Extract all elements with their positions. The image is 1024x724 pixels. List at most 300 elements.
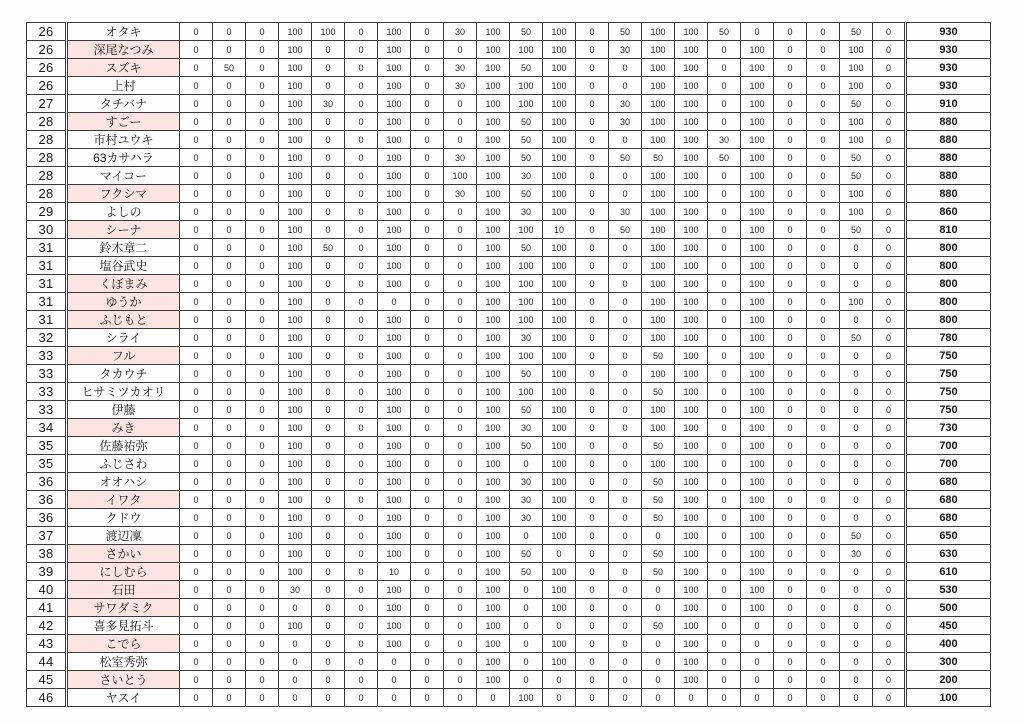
score-cell: 100 [477, 491, 510, 509]
score-cell: 0 [477, 689, 510, 707]
total-cell: 500 [906, 599, 991, 617]
score-cell: 0 [411, 203, 444, 221]
score-cell: 0 [774, 23, 807, 41]
table-row [27, 239, 991, 257]
score-cell: 100 [741, 365, 774, 383]
total-cell: 450 [906, 617, 991, 635]
score-cell: 0 [807, 671, 840, 689]
score-cell: 100 [675, 509, 708, 527]
score-cell: 0 [213, 383, 246, 401]
score-cell: 0 [774, 635, 807, 653]
score-cell: 50 [213, 59, 246, 77]
score-cell: 100 [675, 455, 708, 473]
score-cell: 0 [708, 347, 741, 365]
score-cell: 0 [609, 545, 642, 563]
score-cell: 100 [477, 617, 510, 635]
score-cell: 0 [246, 689, 279, 707]
rank-cell: 32 [27, 329, 67, 347]
score-cell: 0 [807, 365, 840, 383]
score-cell: 0 [246, 23, 279, 41]
score-cell: 0 [576, 311, 609, 329]
score-cell: 100 [741, 203, 774, 221]
score-cell: 100 [279, 41, 312, 59]
score-cell: 50 [642, 563, 675, 581]
score-cell: 0 [774, 275, 807, 293]
score-cell: 0 [873, 563, 906, 581]
score-cell: 0 [576, 347, 609, 365]
score-cell: 100 [378, 329, 411, 347]
score-cell: 100 [279, 401, 312, 419]
score-cell: 100 [378, 419, 411, 437]
score-cell: 0 [180, 365, 213, 383]
score-cell: 100 [675, 221, 708, 239]
score-cell: 0 [840, 581, 873, 599]
name-cell: 鈴木章二 [67, 239, 180, 257]
score-cell: 0 [411, 239, 444, 257]
score-cell: 50 [840, 95, 873, 113]
score-cell: 0 [840, 311, 873, 329]
score-cell: 100 [477, 293, 510, 311]
score-cell: 0 [609, 635, 642, 653]
score-cell: 0 [312, 77, 345, 95]
score-cell: 0 [246, 581, 279, 599]
score-cell: 100 [543, 167, 576, 185]
score-cell: 0 [345, 311, 378, 329]
score-cell: 0 [576, 473, 609, 491]
score-cell: 0 [213, 329, 246, 347]
score-cell: 100 [543, 419, 576, 437]
score-cell: 0 [345, 365, 378, 383]
score-cell: 0 [774, 599, 807, 617]
score-cell: 100 [477, 59, 510, 77]
name-cell: 松室秀弥 [67, 653, 180, 671]
score-cell: 0 [213, 635, 246, 653]
score-cell: 50 [840, 23, 873, 41]
score-cell: 100 [675, 203, 708, 221]
score-cell: 100 [378, 113, 411, 131]
score-cell: 100 [477, 527, 510, 545]
score-cell: 100 [675, 311, 708, 329]
score-cell: 0 [609, 347, 642, 365]
score-cell: 0 [807, 239, 840, 257]
score-cell: 0 [576, 437, 609, 455]
score-cell: 100 [543, 401, 576, 419]
total-cell: 680 [906, 509, 991, 527]
score-cell: 100 [279, 59, 312, 77]
score-cell: 0 [840, 599, 873, 617]
score-cell: 0 [444, 653, 477, 671]
table-row [27, 635, 991, 653]
score-cell: 0 [444, 473, 477, 491]
score-cell: 0 [576, 383, 609, 401]
score-cell: 0 [807, 581, 840, 599]
score-cell: 0 [642, 635, 675, 653]
score-cell: 100 [741, 527, 774, 545]
score-cell: 0 [246, 41, 279, 59]
total-cell: 780 [906, 329, 991, 347]
table-row [27, 41, 991, 59]
total-cell: 880 [906, 149, 991, 167]
score-cell: 100 [741, 563, 774, 581]
score-cell: 0 [180, 419, 213, 437]
score-cell: 100 [543, 635, 576, 653]
rank-cell: 36 [27, 473, 67, 491]
score-cell: 100 [477, 185, 510, 203]
score-cell: 0 [444, 455, 477, 473]
score-cell: 100 [642, 329, 675, 347]
score-cell: 0 [444, 401, 477, 419]
score-cell: 100 [477, 77, 510, 95]
score-cell: 0 [246, 77, 279, 95]
score-cell: 0 [444, 689, 477, 707]
score-cell: 0 [708, 77, 741, 95]
score-cell: 100 [510, 77, 543, 95]
score-cell: 100 [477, 95, 510, 113]
score-cell: 0 [180, 653, 213, 671]
total-cell: 610 [906, 563, 991, 581]
score-cell: 100 [279, 365, 312, 383]
rank-cell: 37 [27, 527, 67, 545]
score-cell: 100 [675, 635, 708, 653]
rank-cell: 26 [27, 77, 67, 95]
score-cell: 100 [543, 41, 576, 59]
score-cell: 0 [774, 203, 807, 221]
score-cell: 0 [774, 563, 807, 581]
total-cell: 810 [906, 221, 991, 239]
score-cell: 0 [609, 257, 642, 275]
score-cell: 0 [213, 419, 246, 437]
score-cell: 0 [873, 383, 906, 401]
table-row [27, 617, 991, 635]
score-cell: 0 [312, 455, 345, 473]
score-cell: 0 [213, 239, 246, 257]
score-cell: 0 [642, 581, 675, 599]
table-row [27, 221, 991, 239]
score-cell: 100 [741, 149, 774, 167]
score-cell: 100 [642, 239, 675, 257]
score-cell: 100 [543, 329, 576, 347]
score-cell: 100 [741, 509, 774, 527]
score-cell: 0 [312, 671, 345, 689]
score-cell: 100 [279, 419, 312, 437]
score-cell: 0 [213, 689, 246, 707]
score-cell: 0 [708, 473, 741, 491]
score-cell: 0 [708, 635, 741, 653]
score-cell: 0 [873, 599, 906, 617]
score-cell: 0 [345, 473, 378, 491]
score-cell: 100 [543, 311, 576, 329]
score-cell: 0 [279, 599, 312, 617]
score-cell: 0 [213, 257, 246, 275]
score-cell: 0 [774, 221, 807, 239]
score-cell: 100 [378, 77, 411, 95]
score-cell: 0 [246, 599, 279, 617]
total-cell: 700 [906, 455, 991, 473]
score-cell: 0 [609, 581, 642, 599]
name-cell: オオハシ [67, 473, 180, 491]
table-row [27, 383, 991, 401]
score-cell: 100 [741, 41, 774, 59]
score-cell: 0 [609, 185, 642, 203]
score-cell: 0 [213, 113, 246, 131]
score-cell: 0 [411, 527, 444, 545]
score-cell: 0 [180, 491, 213, 509]
score-cell: 50 [840, 149, 873, 167]
score-cell: 100 [279, 77, 312, 95]
score-cell: 0 [840, 689, 873, 707]
score-cell: 50 [510, 545, 543, 563]
score-cell: 100 [279, 95, 312, 113]
table-row [27, 59, 991, 77]
table-row [27, 419, 991, 437]
score-cell: 100 [279, 23, 312, 41]
score-cell: 0 [213, 599, 246, 617]
score-cell: 0 [312, 473, 345, 491]
score-cell: 0 [180, 185, 213, 203]
table-row [27, 401, 991, 419]
score-cell: 0 [510, 599, 543, 617]
score-cell: 0 [609, 653, 642, 671]
score-cell: 0 [444, 113, 477, 131]
score-cell: 0 [741, 23, 774, 41]
score-cell: 0 [708, 401, 741, 419]
score-cell: 100 [543, 383, 576, 401]
score-cell: 50 [840, 527, 873, 545]
score-cell: 0 [807, 95, 840, 113]
score-cell: 0 [807, 77, 840, 95]
score-cell: 0 [246, 167, 279, 185]
score-cell: 0 [774, 95, 807, 113]
score-cell: 100 [675, 581, 708, 599]
score-cell: 0 [774, 689, 807, 707]
score-cell: 0 [576, 221, 609, 239]
score-cell: 0 [708, 581, 741, 599]
score-cell: 100 [378, 347, 411, 365]
score-cell: 0 [708, 275, 741, 293]
score-cell: 0 [411, 545, 444, 563]
score-cell: 100 [675, 347, 708, 365]
score-cell: 0 [312, 617, 345, 635]
rank-cell: 44 [27, 653, 67, 671]
score-cell: 0 [345, 671, 378, 689]
score-cell: 0 [246, 419, 279, 437]
score-cell: 0 [873, 149, 906, 167]
score-cell: 0 [510, 455, 543, 473]
score-cell: 0 [312, 41, 345, 59]
rank-cell: 31 [27, 239, 67, 257]
score-cell: 30 [510, 473, 543, 491]
table-row [27, 491, 991, 509]
score-cell: 0 [774, 581, 807, 599]
score-cell: 0 [180, 257, 213, 275]
score-cell: 0 [213, 311, 246, 329]
score-cell: 0 [609, 671, 642, 689]
score-cell: 50 [510, 131, 543, 149]
score-cell: 100 [543, 437, 576, 455]
score-cell: 0 [444, 617, 477, 635]
score-cell: 0 [444, 491, 477, 509]
score-cell: 0 [873, 581, 906, 599]
score-cell: 0 [444, 671, 477, 689]
score-cell: 100 [642, 23, 675, 41]
total-cell: 680 [906, 473, 991, 491]
score-cell: 100 [510, 257, 543, 275]
score-cell: 0 [873, 113, 906, 131]
score-cell: 0 [444, 203, 477, 221]
score-cell: 0 [873, 617, 906, 635]
score-cell: 0 [774, 293, 807, 311]
score-cell: 0 [180, 23, 213, 41]
score-cell: 100 [642, 203, 675, 221]
name-cell: さいとう [67, 671, 180, 689]
score-cell: 0 [576, 167, 609, 185]
score-cell: 100 [741, 221, 774, 239]
score-cell: 0 [180, 221, 213, 239]
table-row [27, 185, 991, 203]
score-cell: 100 [741, 329, 774, 347]
name-cell: シーナ [67, 221, 180, 239]
score-cell: 30 [444, 23, 477, 41]
total-cell: 800 [906, 293, 991, 311]
score-cell: 0 [180, 527, 213, 545]
score-cell: 100 [543, 455, 576, 473]
score-cell: 0 [246, 221, 279, 239]
score-cell: 100 [378, 149, 411, 167]
score-cell: 0 [246, 95, 279, 113]
table-row [27, 671, 991, 689]
score-cell: 0 [576, 509, 609, 527]
score-cell: 0 [708, 239, 741, 257]
rank-cell: 46 [27, 689, 67, 707]
score-cell: 0 [807, 437, 840, 455]
total-cell: 530 [906, 581, 991, 599]
score-cell: 0 [609, 509, 642, 527]
score-cell: 50 [708, 23, 741, 41]
score-cell: 100 [543, 149, 576, 167]
score-cell: 0 [807, 131, 840, 149]
score-cell: 0 [180, 437, 213, 455]
rank-cell: 36 [27, 491, 67, 509]
score-cell: 0 [345, 185, 378, 203]
score-cell: 0 [774, 671, 807, 689]
rank-cell: 33 [27, 365, 67, 383]
score-cell: 0 [873, 131, 906, 149]
score-cell: 0 [774, 473, 807, 491]
score-cell: 0 [576, 257, 609, 275]
score-cell: 0 [807, 185, 840, 203]
score-cell: 50 [510, 365, 543, 383]
score-cell: 0 [840, 635, 873, 653]
score-cell: 0 [312, 689, 345, 707]
score-cell: 100 [675, 617, 708, 635]
score-cell: 0 [807, 257, 840, 275]
total-cell: 800 [906, 311, 991, 329]
total-cell: 800 [906, 275, 991, 293]
score-cell: 0 [378, 689, 411, 707]
score-cell: 0 [576, 545, 609, 563]
score-cell: 0 [708, 329, 741, 347]
score-cell: 0 [279, 635, 312, 653]
score-cell: 0 [411, 419, 444, 437]
score-cell: 0 [576, 455, 609, 473]
score-cell: 0 [345, 23, 378, 41]
score-cell: 100 [477, 221, 510, 239]
score-cell: 0 [807, 599, 840, 617]
score-cell: 0 [312, 419, 345, 437]
score-cell: 0 [510, 581, 543, 599]
score-cell: 0 [807, 509, 840, 527]
score-cell: 0 [345, 401, 378, 419]
score-cell: 0 [213, 95, 246, 113]
score-cell: 0 [609, 131, 642, 149]
score-cell: 0 [774, 545, 807, 563]
score-cell: 0 [873, 491, 906, 509]
score-cell: 100 [675, 95, 708, 113]
score-cell: 0 [213, 581, 246, 599]
score-cell: 0 [873, 401, 906, 419]
score-cell: 0 [279, 653, 312, 671]
score-cell: 0 [708, 689, 741, 707]
name-cell: マイコー [67, 167, 180, 185]
score-cell: 100 [477, 509, 510, 527]
score-cell: 0 [411, 581, 444, 599]
score-cell: 0 [411, 509, 444, 527]
score-cell: 100 [840, 185, 873, 203]
name-cell: オタキ [67, 23, 180, 41]
score-cell: 100 [477, 203, 510, 221]
score-cell: 100 [642, 311, 675, 329]
score-cell: 30 [840, 545, 873, 563]
score-cell: 0 [246, 671, 279, 689]
score-cell: 100 [279, 509, 312, 527]
name-cell: 上村 [67, 77, 180, 95]
rank-cell: 33 [27, 347, 67, 365]
score-cell: 100 [279, 113, 312, 131]
score-cell: 0 [609, 491, 642, 509]
score-cell: 0 [312, 563, 345, 581]
score-cell: 0 [840, 617, 873, 635]
score-cell: 0 [873, 167, 906, 185]
score-cell: 0 [609, 401, 642, 419]
score-cell: 0 [180, 581, 213, 599]
score-cell: 100 [543, 185, 576, 203]
score-cell: 0 [345, 329, 378, 347]
score-cell: 0 [180, 41, 213, 59]
score-cell: 0 [444, 437, 477, 455]
score-cell: 100 [543, 113, 576, 131]
score-cell: 100 [279, 545, 312, 563]
name-cell: 喜多見拓斗 [67, 617, 180, 635]
score-cell: 50 [609, 149, 642, 167]
score-cell: 100 [510, 311, 543, 329]
score-cell: 0 [807, 347, 840, 365]
score-cell: 0 [213, 365, 246, 383]
score-cell: 100 [477, 599, 510, 617]
score-cell: 0 [444, 131, 477, 149]
score-cell: 0 [807, 653, 840, 671]
name-cell: さかい [67, 545, 180, 563]
score-cell: 100 [378, 401, 411, 419]
score-cell: 0 [840, 491, 873, 509]
score-cell: 0 [708, 455, 741, 473]
rank-cell: 28 [27, 167, 67, 185]
score-cell: 0 [213, 653, 246, 671]
score-cell: 100 [642, 419, 675, 437]
score-cell: 100 [840, 203, 873, 221]
score-cell: 0 [576, 491, 609, 509]
score-cell: 100 [279, 221, 312, 239]
rank-cell: 31 [27, 275, 67, 293]
